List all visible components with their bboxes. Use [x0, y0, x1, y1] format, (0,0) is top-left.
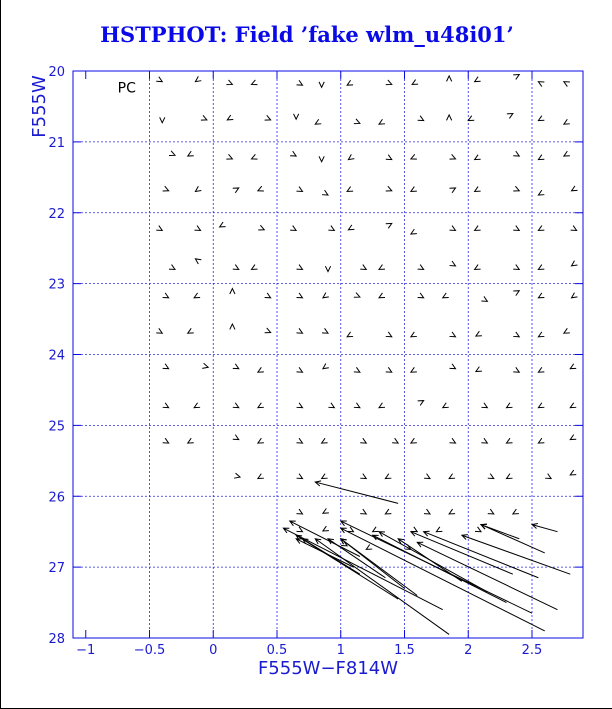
offset-arrow: [230, 324, 235, 329]
offset-arrow: [513, 332, 519, 337]
offset-arrow: [379, 265, 385, 270]
offset-arrow: [233, 364, 239, 369]
offset-arrow: [411, 154, 417, 159]
offset-arrow: [163, 186, 169, 191]
offset-arrow: [348, 154, 354, 159]
offset-arrow: [418, 293, 424, 298]
offset-arrow: [226, 80, 232, 85]
offset-arrow: [156, 77, 162, 82]
x-axis-label: F555W−F814W: [257, 658, 399, 679]
offset-arrow: [475, 265, 481, 270]
offset-arrow: [297, 80, 303, 85]
offset-arrow: [163, 438, 169, 443]
offset-arrow: [564, 82, 570, 87]
offset-arrow: [538, 332, 544, 337]
offset-arrow: [449, 509, 455, 514]
offset-arrow: [233, 188, 239, 193]
offset-arrow: [513, 265, 519, 270]
offset-arrow: [323, 508, 329, 513]
offset-arrow: [220, 222, 226, 227]
x-tick-label: 2: [464, 643, 473, 658]
offset-arrow: [347, 332, 353, 337]
offset-arrow: [418, 116, 424, 121]
offset-arrow: [507, 474, 513, 479]
offset-arrow: [252, 265, 258, 270]
offset-arrow: [385, 474, 391, 479]
offset-arrow: [297, 403, 303, 408]
offset-arrow: [252, 80, 258, 85]
offset-arrow: [258, 403, 264, 408]
offset-arrow: [417, 542, 557, 609]
x-tick-label: −0.5: [133, 643, 166, 658]
offset-arrow: [475, 527, 481, 532]
offset-arrow: [169, 151, 175, 156]
offset-arrow: [297, 438, 303, 443]
offset-arrow: [418, 265, 424, 270]
offset-arrow: [570, 364, 576, 369]
offset-arrow: [538, 367, 544, 372]
offset-arrow: [507, 114, 513, 119]
offset-arrow: [290, 151, 296, 156]
offset-arrow: [233, 403, 239, 408]
offset-arrow: [385, 509, 391, 514]
offset-arrow: [297, 293, 303, 298]
offset-arrow: [564, 151, 570, 156]
offset-arrow: [290, 226, 296, 231]
offset-arrow: [538, 403, 544, 408]
offset-arrow: [315, 119, 321, 124]
offset-arrow: [481, 296, 487, 301]
offset-arrow: [572, 293, 578, 298]
offset-arrow: [319, 156, 324, 161]
offset-arrow: [195, 186, 201, 191]
offset-arrow: [475, 226, 481, 231]
offset-arrow: [297, 474, 303, 479]
offset-arrow: [538, 155, 544, 160]
offset-arrow: [354, 403, 360, 408]
offset-arrow: [538, 226, 544, 231]
x-tick-label: 2.5: [521, 643, 543, 658]
offset-arrow: [323, 293, 329, 298]
offset-arrow: [319, 82, 324, 87]
offset-arrow: [188, 151, 194, 156]
y-tick-label: 24: [48, 348, 65, 364]
offset-arrow: [325, 266, 330, 271]
y-tick-label: 21: [48, 135, 65, 151]
offset-arrow: [195, 76, 201, 81]
offset-arrow: [379, 293, 385, 298]
offset-arrow: [294, 114, 299, 119]
offset-arrow: [513, 367, 519, 372]
offset-arrow: [265, 115, 271, 120]
offset-arrow: [411, 531, 513, 574]
x-tick-label: 1: [336, 643, 345, 658]
offset-arrow: [411, 438, 417, 443]
offset-arrow: [538, 293, 544, 298]
offset-arrow: [476, 331, 482, 336]
offset-arrow: [424, 474, 430, 479]
offset-arrow: [418, 401, 424, 406]
x-tick-labels: [76, 643, 542, 658]
offset-arrow: [195, 226, 201, 231]
offset-arrow: [297, 187, 303, 192]
offset-arrow: [258, 367, 264, 372]
offset-arrow: [297, 367, 303, 372]
offset-arrow: [450, 438, 456, 443]
offset-arrow: [328, 226, 334, 231]
offset-arrow: [564, 119, 570, 124]
offset-arrow: [424, 509, 430, 514]
offset-arrow: [450, 332, 456, 337]
offset-arrow: [475, 155, 481, 160]
offset-arrow: [366, 545, 372, 550]
offset-arrow: [481, 438, 487, 443]
offset-arrow: [322, 438, 328, 443]
y-axis-label: F555W: [29, 75, 50, 138]
offset-arrow: [386, 80, 392, 85]
offset-arrow: [354, 119, 360, 124]
offset-arrow: [227, 115, 233, 120]
offset-arrow: [265, 328, 271, 333]
offset-arrow: [194, 403, 200, 408]
offset-arrow: [233, 265, 239, 270]
offset-arrow: [450, 261, 456, 266]
offset-arrow: [392, 438, 398, 443]
offset-arrow: [475, 77, 481, 82]
offset-arrow: [258, 438, 264, 443]
offset-arrow: [411, 187, 417, 192]
offset-arrow: [411, 229, 417, 234]
offset-arrow: [297, 328, 303, 333]
offset-arrow: [513, 75, 519, 80]
offset-arrow: [360, 438, 366, 443]
offset-arrow: [507, 403, 513, 408]
offset-arrow: [450, 154, 456, 159]
offset-arrow: [163, 403, 169, 408]
offset-arrow: [488, 474, 494, 479]
offset-arrow: [226, 154, 232, 159]
offset-arrow: [379, 403, 385, 408]
offset-arrow: [532, 524, 558, 532]
y-tick-label: 26: [48, 490, 65, 506]
offset-arrow: [481, 524, 519, 539]
offset-arrow: [315, 481, 398, 503]
offset-arrow: [348, 527, 354, 532]
offset-arrow: [188, 438, 194, 443]
offset-arrow: [360, 509, 366, 514]
offset-arrow: [169, 265, 175, 270]
offset-arrow: [513, 509, 519, 514]
y-tick-labels: [48, 65, 65, 647]
offset-arrow: [450, 226, 456, 231]
chart-annotation: PC: [117, 80, 136, 97]
offset-arrow: [447, 115, 452, 120]
offset-arrow: [488, 509, 494, 514]
offset-arrow: [322, 328, 328, 333]
offset-arrow: [163, 293, 169, 298]
offset-arrow: [443, 293, 449, 298]
offset-arrow: [322, 190, 328, 195]
offset-arrow: [379, 119, 385, 124]
offset-arrow: [323, 363, 329, 368]
offset-arrow: [538, 116, 544, 121]
offset-arrow: [201, 115, 207, 120]
offset-arrow: [570, 403, 576, 408]
offset-arrow: [538, 190, 544, 195]
offset-arrow: [386, 186, 392, 191]
offset-arrow: [449, 474, 455, 479]
offset-arrow: [538, 265, 544, 270]
offset-arrow: [513, 226, 519, 231]
offset-arrow: [283, 528, 442, 610]
offset-arrow: [481, 403, 487, 408]
offset-arrow: [341, 528, 545, 631]
offset-arrow: [411, 367, 417, 372]
offset-arrow: [386, 155, 392, 160]
offset-arrow: [156, 226, 162, 231]
offset-arrow: [373, 527, 379, 532]
x-tick-label: 0: [209, 643, 218, 658]
chart: [1, 0, 612, 709]
offset-arrow: [545, 474, 551, 479]
y-tick-label: 28: [48, 632, 65, 647]
offset-arrow: [347, 80, 353, 85]
offset-arrow: [258, 474, 264, 479]
offset-arrow: [476, 367, 482, 372]
offset-arrow: [354, 293, 360, 298]
offset-arrow: [468, 116, 474, 121]
y-tick-label: 25: [48, 419, 65, 435]
offset-arrow: [513, 151, 519, 156]
offset-arrow: [386, 367, 392, 372]
offset-arrow: [513, 186, 519, 191]
offset-arrow: [538, 82, 544, 87]
x-tick-label: −1: [76, 643, 96, 658]
offset-arrow: [323, 526, 329, 531]
offset-arrow: [450, 188, 456, 193]
offset-arrow: [233, 435, 239, 440]
offset-arrow: [348, 225, 354, 230]
offset-arrow: [564, 328, 570, 333]
offset-arrow: [386, 223, 392, 228]
y-tick-label: 27: [48, 561, 65, 577]
offset-arrow: [252, 154, 258, 159]
offset-arrow: [230, 289, 235, 294]
offset-arrow: [507, 438, 513, 443]
offset-arrow: [188, 328, 194, 333]
offset-arrow: [447, 76, 452, 81]
y-tick-label: 20: [48, 65, 65, 80]
offset-arrow: [297, 509, 303, 514]
offset-arrow: [195, 259, 201, 264]
offset-arrow: [436, 527, 442, 532]
offset-arrow: [265, 293, 271, 298]
offset-arrow: [360, 474, 366, 479]
offset-arrow: [513, 291, 519, 296]
offset-arrow: [571, 226, 577, 231]
offset-arrow: [347, 187, 353, 192]
offset-arrow: [411, 332, 417, 337]
x-tick-label: 0.5: [266, 643, 288, 658]
offset-arrow: [315, 539, 449, 635]
offset-arrow: [475, 187, 481, 192]
offset-arrow: [572, 186, 578, 191]
offset-arrow: [386, 332, 392, 337]
offset-arrow: [443, 403, 449, 408]
offset-arrow: [234, 473, 240, 478]
offset-arrow: [538, 438, 544, 443]
offset-arrow: [570, 435, 576, 440]
offset-arrow: [424, 531, 539, 577]
offset-arrow: [412, 80, 418, 85]
offset-arrow: [328, 403, 334, 408]
offset-arrow: [160, 117, 165, 122]
offset-arrow: [570, 470, 576, 475]
offset-arrow: [258, 225, 264, 230]
offset-arrow: [322, 474, 328, 479]
offset-arrow: [194, 293, 200, 298]
offset-arrow: [202, 363, 208, 368]
offset-arrow: [360, 265, 366, 270]
grid: [73, 71, 583, 638]
offset-arrow: [572, 261, 578, 266]
offset-arrow: [163, 364, 169, 369]
chart-title: HSTPHOT: Field ’fake wlm_u48i01’: [100, 22, 514, 47]
x-tick-label: 1.5: [394, 643, 415, 658]
y-tick-label: 23: [48, 277, 65, 293]
offset-arrow: [156, 328, 162, 333]
offset-arrow: [258, 186, 264, 191]
offset-arrow: [354, 367, 360, 372]
offset-arrow: [450, 364, 456, 369]
offset-arrow: [297, 265, 303, 270]
offset-arrow: [481, 524, 545, 553]
y-tick-label: 22: [48, 206, 65, 222]
